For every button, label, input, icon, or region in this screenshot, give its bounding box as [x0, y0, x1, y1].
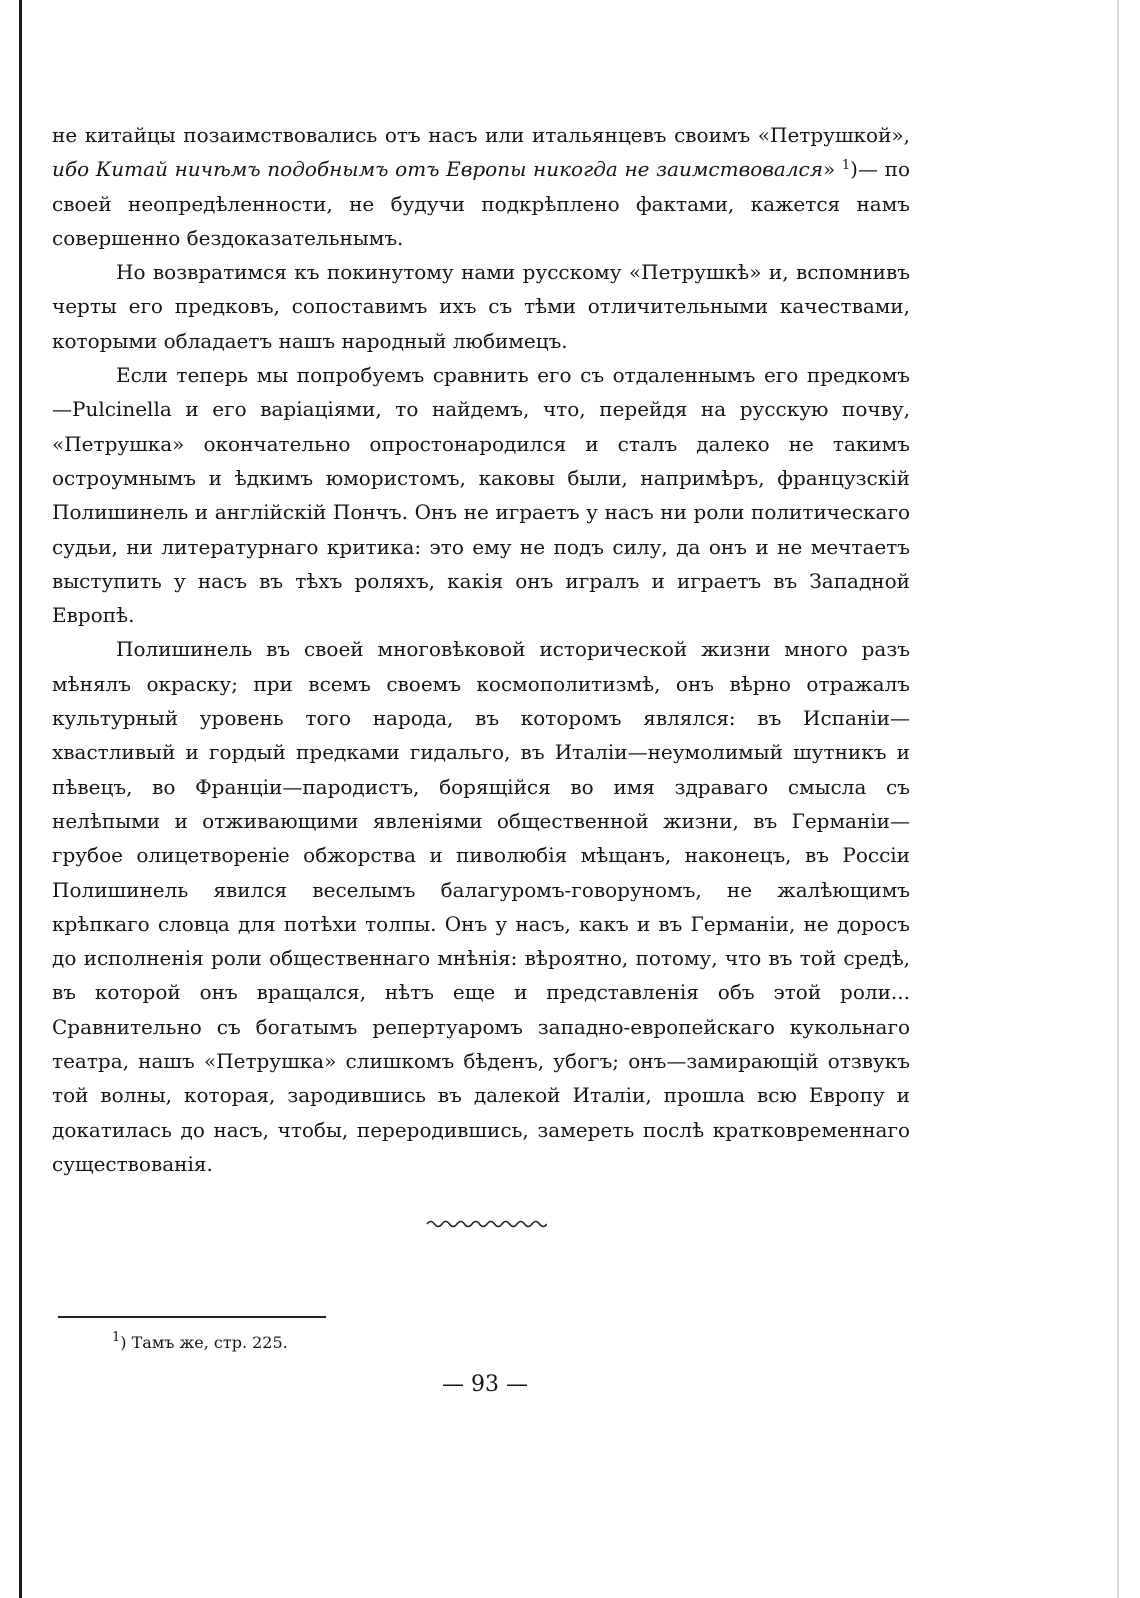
paragraph — [52, 118, 910, 255]
paragraph — [52, 255, 910, 358]
footnote — [112, 1330, 288, 1356]
paragraph-text: Полишинель въ своей многовѣковой исторической жизни много разъ мѣнялъ окраску; при всемъ своемъ космополитизмѣ, онъ вѣрно отражалъ культурный уровень того народа, въ которомъ являлся: въ Испаніи—хвастливый и гордый предками гидальго, въ Италіи—неумолимый шутникъ и пѣвецъ, во Франціи—пародистъ, борящійся во имя здраваго смысла съ нелѣпыми и отживающими явленіями общественной жизни, въ Германіи—грубое олицетвореніе обжорства и пиволюбія мѣщанъ, наконецъ, въ Россіи Полишинель явился веселымъ балагуромъ-говоруномъ, не жалѣющимъ крѣпкаго словца для потѣхи толпы. Онъ у насъ, какъ и въ Германіи, не доросъ до исполненія роли общественнаго мнѣнія: вѣроятно, потому, что въ той средѣ, въ которой онъ вращался, нѣтъ еще и представленія объ этой роли... Сравнительно съ богатымъ репертуаромъ западно-европейскаго кукольнаго театра, нашъ «Петрушка» слишкомъ бѣденъ, убогъ; онъ—замирающій отзвукъ той волны, которая, зародившись въ далекой Италіи, прошла всю Европу и докатилась до насъ, чтобы, переродившись, замереть послѣ кратковременнаго существованія. — [52, 637, 910, 1176]
paragraph-text: )— по своей неопредѣленности, не будучи подкрѣплено фактами, кажется намъ совершенно бездоказательнымъ. — [52, 157, 910, 250]
body-text — [52, 118, 910, 1181]
paragraph-text: ибо Китай ничѣмъ подобнымъ отъ Европы никогда не заимствовался — [52, 157, 823, 182]
page-number: — 93 — — [442, 1372, 528, 1397]
section-divider-flourish — [425, 1216, 547, 1232]
footnote-reference: 1 — [841, 158, 851, 174]
paragraph-text: Если теперь мы попробуемъ сравнить его съ отдаленнымъ его предкомъ—Pulcinella и его варіаціями, то найдемъ, что, перейдя на русскую почву, «Петрушка» окончательно опростонародился и сталъ далеко не такимъ остроумнымъ и ѣдкимъ юмористомъ, каковы были, напримѣръ, французскій Полишинель и англійскій Пончъ. Онъ не играетъ у насъ ни роли политическаго судьи, ни литературнаго критика: это ему не подъ силу, да онъ и не мечтаетъ выступить у насъ въ тѣхъ роляхъ, какія онъ игралъ и играетъ въ Западной Европѣ. — [52, 363, 910, 628]
paragraph-text: Но возвратимся къ покинутому нами русскому «Петрушкѣ» и, вспомнивъ черты его предковъ, сопоставимъ ихъ съ тѣми отличительными качествами, которыми обладаетъ нашъ народный любимецъ. — [52, 260, 910, 353]
footnote-marker: 1 — [112, 1330, 121, 1345]
paragraph-text: » — [823, 157, 842, 182]
paragraph-text: не китайцы позаимствовались отъ насъ или итальянцевъ своимъ «Петрушкой», — [52, 123, 910, 147]
paragraph — [52, 358, 910, 632]
scan-left-edge — [19, 0, 22, 1598]
scan-right-edge — [1117, 0, 1119, 1598]
footnote-text: ) Тамъ же, стр. 225. — [120, 1333, 288, 1352]
paragraph — [52, 632, 910, 1181]
footnote-rule — [58, 1316, 326, 1318]
